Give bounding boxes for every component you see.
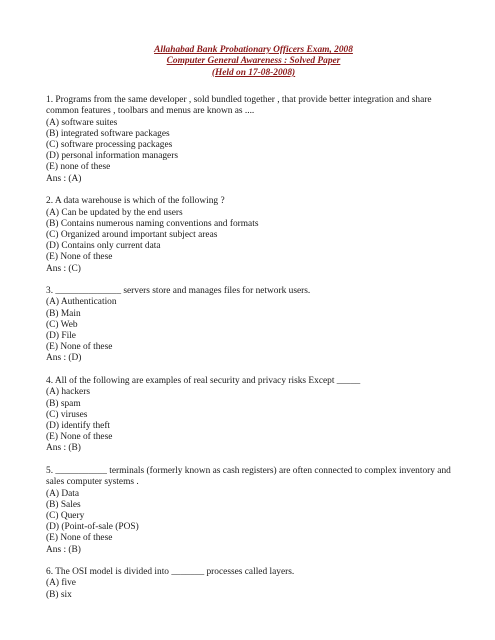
document-header	[52, 45, 455, 79]
option-e: (E) None of these	[46, 432, 113, 443]
question-5	[46, 466, 455, 556]
option-b: (B) six	[46, 589, 72, 600]
option-d: (D) personal information managers	[46, 151, 178, 162]
option-d: (D) Contains only current data	[46, 241, 161, 252]
option-a: (A) Can be updated by the end users	[46, 207, 183, 218]
question-stem: 1. Programs from the same developer , sold bundled together , that provide better integration and share common features , toolbars and menus are known as ....	[46, 95, 432, 117]
question-4	[46, 376, 455, 454]
option-e: (E) None of these	[46, 533, 113, 544]
answer: Ans : (B)	[46, 443, 81, 454]
question-stem: 5. ___________ terminals (formerly known as cash registers) are often connected to complex inventory and sales computer systems .	[46, 466, 451, 488]
answer: Ans : (C)	[46, 263, 81, 274]
exam-title: Allahabad Bank Probationary Officers Exam, 2008	[154, 45, 353, 55]
option-b: (B) Main	[46, 308, 81, 319]
option-b: (B) Contains numerous naming conventions and formats	[46, 218, 259, 229]
question-stem: 2. A data warehouse is which of the following ?	[46, 196, 225, 207]
option-e: (E) None of these	[46, 342, 113, 353]
option-a: (A) Data	[46, 488, 80, 499]
question-stem: 6. The OSI model is divided into _______ processes called layers.	[46, 567, 295, 578]
answer: Ans : (A)	[46, 173, 82, 184]
option-b: (B) Sales	[46, 499, 81, 510]
question-6	[46, 567, 455, 601]
answer: Ans : (D)	[46, 353, 82, 364]
option-a: (A) Authentication	[46, 297, 117, 308]
exam-date: (Held on 17-08-2008)	[211, 67, 296, 78]
option-d: (D) identify theft	[46, 421, 111, 431]
option-a: (A) five	[46, 578, 76, 589]
option-a: (A) hackers	[46, 387, 90, 398]
option-b: (B) integrated software packages	[46, 128, 170, 139]
option-c: (C) Organized around important subject areas	[46, 229, 218, 240]
option-b: (B) spam	[46, 398, 81, 409]
option-a: (A) software suites	[46, 117, 118, 128]
question-2	[46, 196, 455, 274]
question-stem: 3. ______________ servers store and manages files for network users.	[46, 286, 311, 297]
paper-subtitle: Computer General Awareness : Solved Paper	[166, 56, 341, 67]
option-d: (D) (Point-of-sale (POS)	[46, 522, 139, 533]
option-c: (C) viruses	[46, 409, 88, 420]
option-c: (C) Query	[46, 510, 85, 521]
option-c: (C) Web	[46, 319, 78, 330]
option-c: (C) software processing packages	[46, 140, 173, 151]
question-1	[46, 95, 455, 185]
option-e: (E) None of these	[46, 252, 113, 263]
question-list	[46, 95, 455, 601]
question-3	[46, 286, 455, 364]
option-e: (E) none of these	[46, 162, 111, 173]
option-d: (D) File	[46, 331, 76, 342]
question-stem: 4. All of the following are examples of real security and privacy risks Except _____	[46, 376, 361, 387]
answer: Ans : (B)	[46, 544, 81, 555]
